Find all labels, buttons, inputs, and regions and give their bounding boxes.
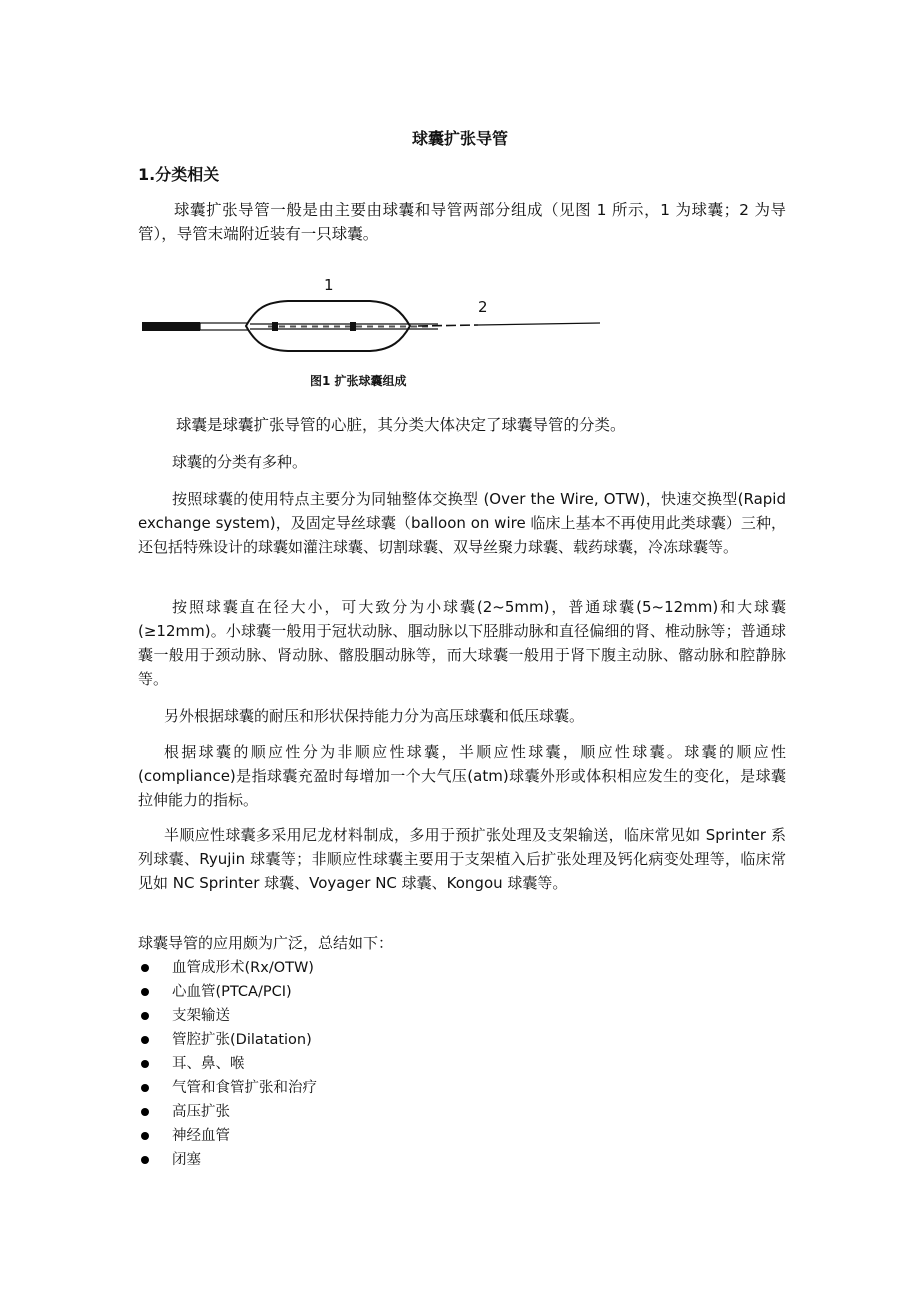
bullet-icon bbox=[141, 988, 149, 996]
figure-label-2: 2 bbox=[478, 298, 488, 316]
paragraph-usage: 按照球囊的使用特点主要分为同轴整体交换型 (Over the Wire, OTW)，快速交换型(Rapid exchange system)，及固定导丝球囊（balloon on wire 临床上基本不再使用此类球囊）三种，还包括特殊设计的球囊如灌注球囊、切割球囊、双导丝聚力球囊、载药球囊，冷冻球囊等。 bbox=[138, 490, 786, 556]
marker-band bbox=[272, 322, 278, 331]
list-item: 神经血管 bbox=[138, 1124, 317, 1148]
list-item: 心血管(PTCA/PCI) bbox=[138, 980, 317, 1004]
bullet-icon bbox=[141, 1108, 149, 1116]
bullet-icon bbox=[141, 964, 149, 972]
bullet-icon bbox=[141, 1132, 149, 1140]
list-item: 血管成形术(Rx/OTW) bbox=[138, 956, 317, 980]
section-heading: 1.分类相关 bbox=[138, 165, 220, 184]
list-lead: 球囊导管的应用颇为广泛，总结如下： bbox=[138, 934, 394, 952]
list-item: 管腔扩张(Dilatation) bbox=[138, 1028, 317, 1052]
list-item: 耳、鼻、喉 bbox=[138, 1052, 317, 1076]
marker-band bbox=[350, 322, 356, 331]
paragraph-heart: 球囊是球囊扩张导管的心脏，其分类大体决定了球囊导管的分类。 bbox=[176, 416, 626, 434]
bullet-icon bbox=[141, 1036, 149, 1044]
catheter-shaft-dark bbox=[142, 322, 200, 331]
paragraph-intro: 球囊扩张导管一般是由主要由球囊和导管两部分组成（见图 1 所示，1 为球囊；2 为导管），导管末端附近装有一只球囊。 bbox=[138, 201, 786, 243]
figure-label-1: 1 bbox=[324, 276, 334, 294]
bullet-icon bbox=[141, 1012, 149, 1020]
figure-caption: 图1 扩张球囊组成 bbox=[310, 374, 407, 388]
paragraph-compliance: 根据球囊的顺应性分为非顺应性球囊，半顺应性球囊，顺应性球囊。球囊的顺应性(compliance)是指球囊充盈时每增加一个大气压(atm)球囊外形或体积相应发生的变化，是球囊拉伸能力的指标。 bbox=[138, 743, 786, 809]
paragraph-types: 球囊的分类有多种。 bbox=[172, 453, 308, 471]
document-title: 球囊扩张导管 bbox=[411, 129, 508, 148]
paragraph-pressure: 另外根据球囊的耐压和形状保持能力分为高压球囊和低压球囊。 bbox=[164, 707, 585, 725]
list-item: 高压扩张 bbox=[138, 1100, 317, 1124]
list-item: 支架输送 bbox=[138, 1004, 317, 1028]
catheter-shaft-light bbox=[200, 323, 250, 330]
paragraph-semi-compliant: 半顺应性球囊多采用尼龙材料制成，多用于预扩张处理及支架输送，临床常见如 Sprinter 系列球囊、Ryujin 球囊等；非顺应性球囊主要用于支架植入后扩张处理及钙化病变处理等，临床常见如 NC Sprinter 球囊、Voyager NC 球囊、Kongou 球囊等。 bbox=[138, 826, 786, 892]
bullet-icon bbox=[141, 1156, 149, 1164]
list-item: 闭塞 bbox=[138, 1148, 317, 1172]
application-list bbox=[138, 956, 317, 1172]
bullet-icon bbox=[141, 1084, 149, 1092]
list-item: 气管和食管扩张和治疗 bbox=[138, 1076, 317, 1100]
paragraph-diameter: 按照球囊直在径大小，可大致分为小球囊(2~5mm)，普通球囊(5~12mm)和大球囊(≥12mm)。小球囊一般用于冠状动脉、腘动脉以下胫腓动脉和直径偏细的肾、椎动脉等；普通球囊一般用于颈动脉、肾动脉、髂股腘动脉等，而大球囊一般用于肾下腹主动脉、髂动脉和腔静脉等。 bbox=[138, 598, 786, 688]
bullet-icon bbox=[141, 1060, 149, 1068]
